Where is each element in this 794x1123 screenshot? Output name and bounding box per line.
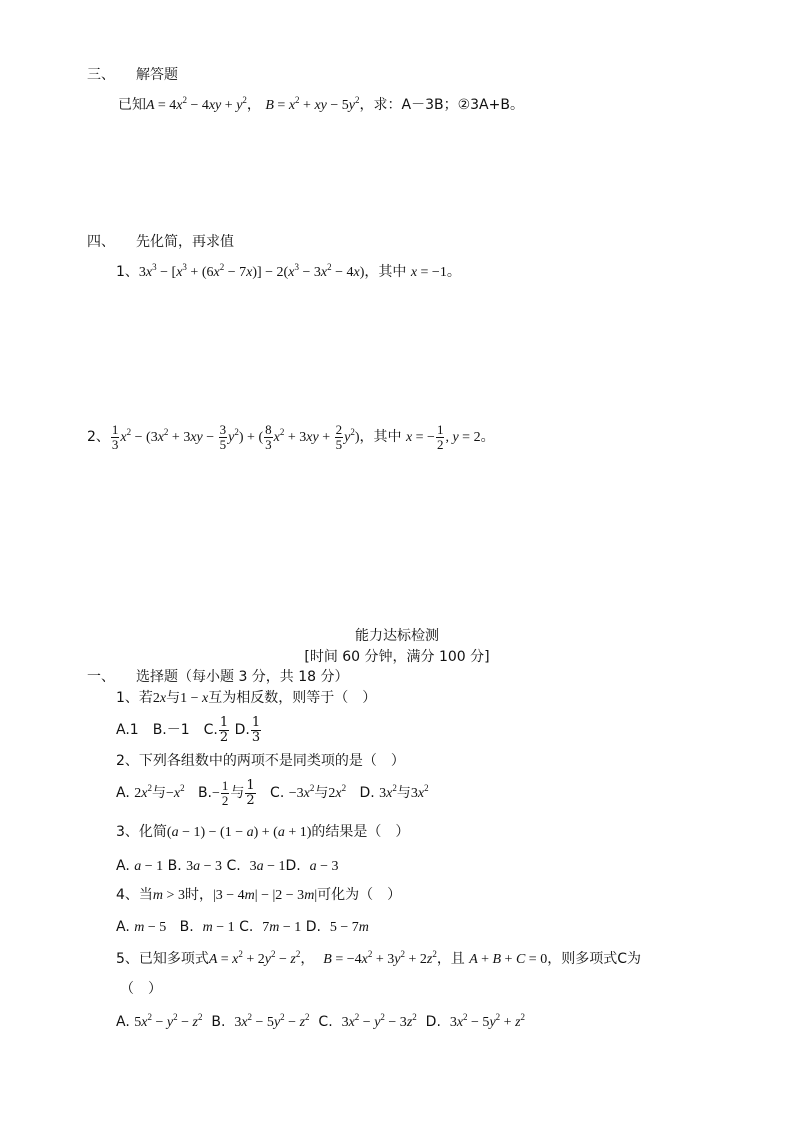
- section3-problem: 已知$A = 4x^2 - 4xy + y^2$， $B = x^2$ + xy − $5y^2$，求：A－3B；②3A+B。: [118, 95, 524, 113]
- section4-heading: 四、 先化简，再求值: [87, 234, 234, 250]
- formula-q1: $3x^3 - [x^3 + (6x^2 - 7x)] - 2(x^3 - 3x^2 - 4x)$: [138, 262, 365, 280]
- condition-text: ，其中: [359, 429, 402, 445]
- test-title: 能力达标检测: [355, 628, 439, 644]
- problem-prefix: 已知: [118, 97, 146, 113]
- q4-stem-b: 时，: [184, 887, 213, 903]
- q5-stem-a: 5、已知多项式: [116, 951, 209, 967]
- question-1: 1、若2x与1 − x互为相反数，则等于（ ）: [116, 690, 377, 706]
- question-1-options: A.1 B.－1 C. $\frac{1}{2}$ D. $\frac{1}{3}$: [116, 714, 261, 745]
- formula-q1-value: x = −1: [410, 265, 447, 280]
- question-2: 2、下列各组数中的两项不是同类项的是（ ）: [116, 753, 405, 769]
- problem-suffix: ，求：A－3B；②3A+B。: [359, 97, 524, 113]
- q1-option-d: D.: [234, 722, 250, 738]
- question-number: 2、: [87, 429, 110, 445]
- formula-B: $B = x^2$ + xy − $5y^2$: [265, 95, 360, 113]
- question-4: 4、当m > 3时，|3 − 4m| − |2 − 3m|可化为（ ）: [116, 887, 402, 903]
- test-subtitle: [时间 60 分钟，满分 100 分]: [304, 649, 490, 665]
- section4-question-1: 1、$3x^3 - [x^3 + (6x^2 - 7x)] - 2(x^3 - 3x^2 - 4x)$，其中 x = −1。: [116, 262, 461, 280]
- question-5-options: A. $5x^2 - y^2 - z^2$ B. $3x^2 - 5y^2 - z^2$ C. $3x^2 - y^2 - 3z^2$ D. $3x^2 - 5y^2 + z^2$: [116, 1012, 526, 1030]
- question-2-options: A. $2x^2$与$-x^2$ B.− $\frac{1}{2}$ 与 $\frac{1}{2}$ C. $-3x^2$与$2x^2$ D. $3x^2$与$3x^2$: [116, 777, 429, 809]
- q1-stem-b: 与: [166, 690, 181, 706]
- section3-heading: 三、 解答题: [87, 67, 178, 83]
- question-5: 5、已知多项式$A = x^2 + 2y^2 - z^2$， $B = -4x^2 + 3y^2 + 2z^2$，且 A + B + C = 0，则多项式C为: [116, 949, 641, 967]
- q5-stem-b: ，且: [436, 951, 465, 967]
- question-3: 3、化简(a − 1) − (1 − a) + (a + 1)的结果是（ ）: [116, 824, 410, 840]
- q1-options: A.1 B.－1 C.: [116, 722, 218, 738]
- formula-q2: $\frac{1}{3}$ $x^2 - (3x^2 + 3xy$ − $\frac{3}{5}$ $y^2$) + ( $\frac{8}{3}$ $x^2 + 3xy$ + $\frac{2}{5}$ $y^2$): [111, 422, 360, 453]
- q1-stem-c: 互为相反数，则等于（ ）: [208, 690, 377, 706]
- choice-section-heading: 一、 选择题（每小题 3 分，共 18 分）: [87, 669, 349, 685]
- question-3-options: A. a − 1 B. 3a − 3 C. 3a − 1D. a − 3: [116, 858, 339, 874]
- condition-text: ，其中: [364, 264, 407, 280]
- q4-stem-c: 可化为（ ）: [317, 887, 402, 903]
- section4-question-2: 2、 $\frac{1}{3}$ $x^2 - (3x^2 + 3xy$ − $\frac{3}{5}$ $y^2$) + ( $\frac{8}{3}$ $x^2 + 3xy$ + $\frac{2}{5}$ $y^2$)，其中 x = − $\frac{1}{2}$ , y = 2。: [87, 422, 495, 453]
- q4-stem-a: 4、当: [116, 887, 153, 903]
- question-4-options: A. m − 5 B. m − 1 C. 7m − 1 D. 5 − 7m: [116, 919, 369, 935]
- q5-stem-c: ，则多项式C为: [547, 951, 641, 967]
- formula-A: $A = 4x^2 - 4xy + y^2$: [146, 95, 247, 113]
- question-number: 1、: [116, 264, 139, 280]
- q3-stem-b: 的结果是（ ）: [311, 824, 410, 840]
- formula-q2-value: x = − $\frac{1}{2}$ , y = 2: [405, 422, 481, 453]
- question-5-paren: （ ）: [120, 981, 162, 997]
- q1-stem-a: 1、若: [116, 690, 153, 706]
- q3-stem-a: 3、化简: [116, 824, 167, 840]
